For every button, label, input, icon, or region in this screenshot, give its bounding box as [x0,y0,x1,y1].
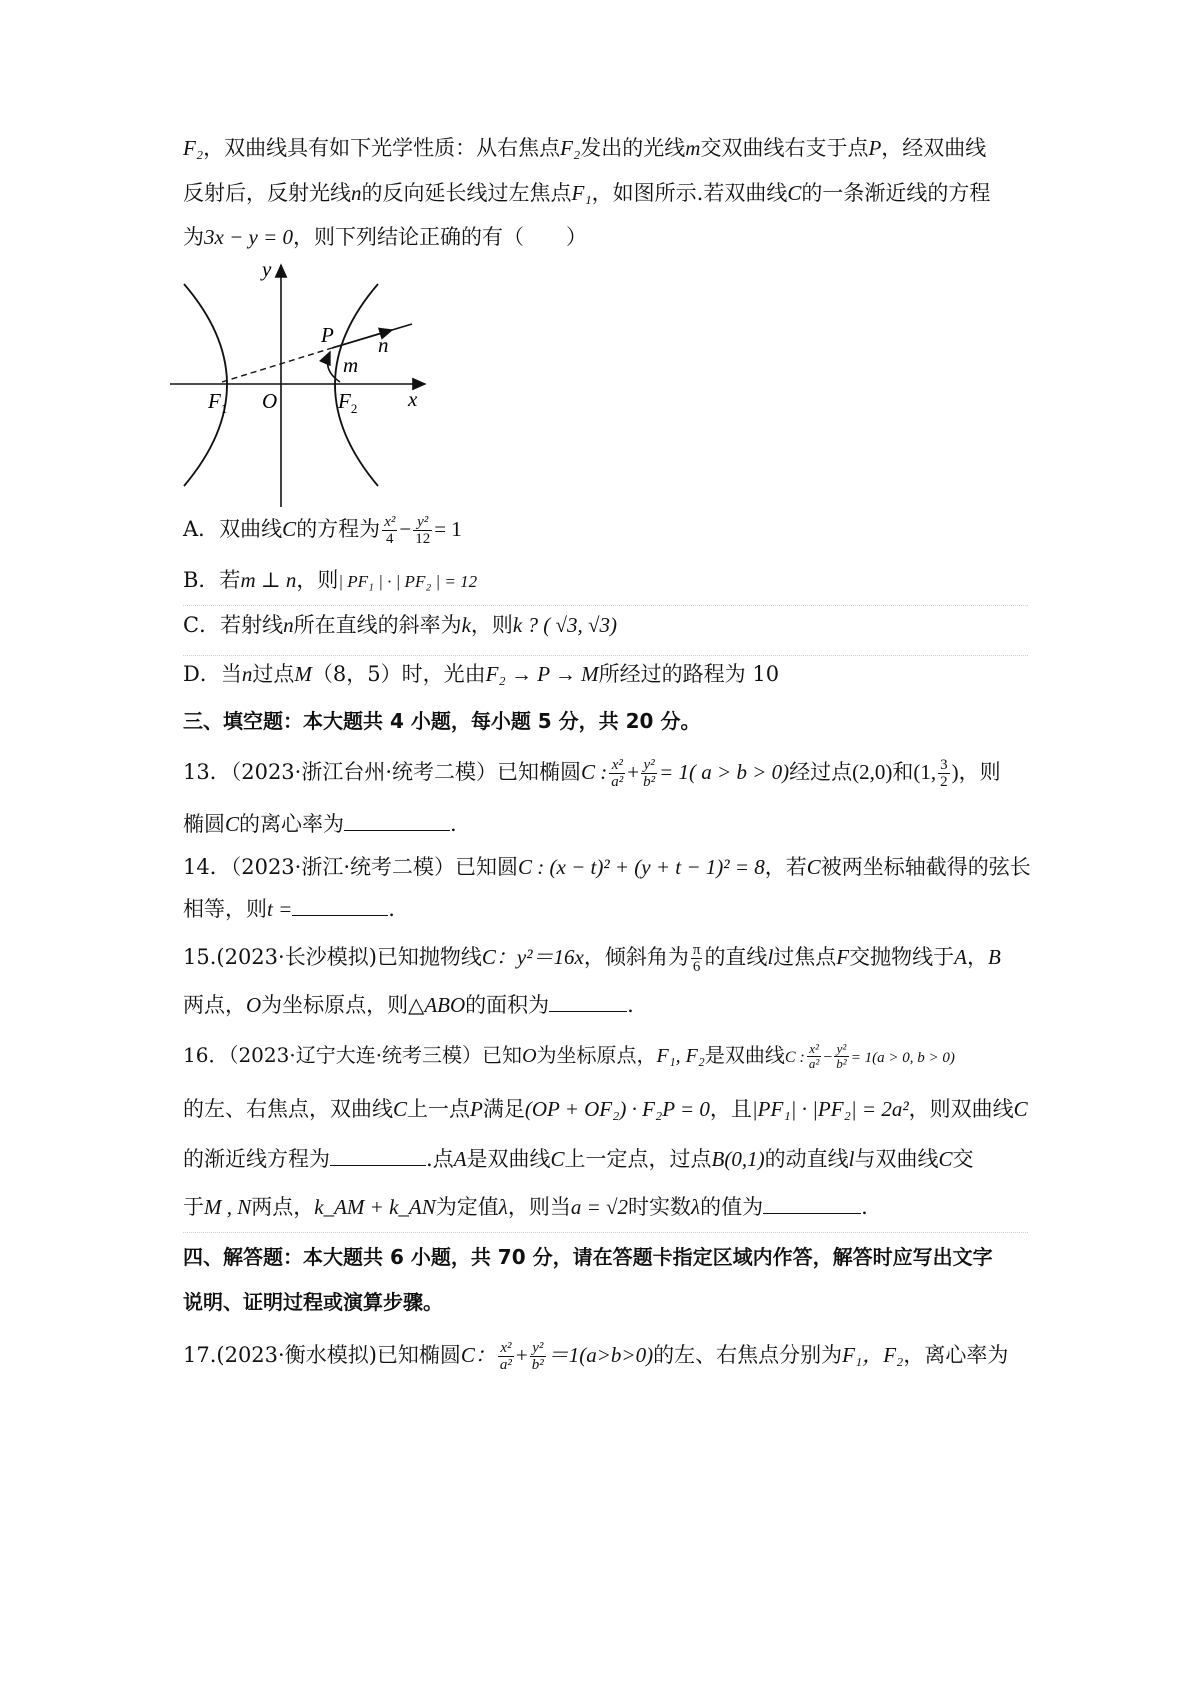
label-m: m [343,353,359,377]
section-4-heading-line-1: 四、解答题：本大题共 6 小题，共 70 分，请在答题卡指定区域内作答，解答时应写出文字 [183,1245,993,1269]
label-x: x [408,387,418,411]
question-17: 17.(2023·衡水模拟)已知椭圆C： $\frac{\text{x²}}{\text{a²}}$ + $\frac{\text{y²}}{\text{b²}}$ ＝1(a>b>0)的左、右焦点分别为F₁，F₂，离心率为 [183,1340,1009,1373]
label-p: P [321,323,334,347]
label-y: y [262,262,272,281]
answer-blank-14[interactable] [292,895,388,916]
answer-blank-16b[interactable] [763,1193,861,1214]
intro-line-2: 反射后，反射光线n的反向延长线过左焦点F₁，如图所示.若双曲线C的一条渐近线的方程 [183,181,991,205]
label-origin: O [262,389,278,413]
dotted-separator [183,605,1028,606]
question-16-line-4: 于M , N两点，k_AM + k_AN为定值λ，则当a = √2时实数λ的值为 . [183,1195,868,1219]
hyperbola-figure [170,262,440,512]
reflected-ray-extension [222,348,332,382]
hyperbola-left-branch [184,284,227,486]
question-16: 16．（2023·辽宁大连·统考三模）已知O为坐标原点，F₁, F₂是双曲线C : $\frac{\text{x²}}{\text{a²}}$ − $\frac{\text{y²}}{\text{b²}}$ = 1(a > 0, b > 0) [183,1041,955,1071]
question-14: 14．（2023·浙江·统考二模）已知圆C : (x − t)² + (y + t − 1)² = 8，若C被两坐标轴截得的弦长 [183,855,1031,879]
label-f1: $F_1$ [208,389,228,416]
question-16-line-2: 的左、右焦点，双曲线C上一点P满足(OP + OF₂) · F₂P = 0，且|PF₁| · |PF₂| = 2a²，则双曲线C [183,1097,1028,1121]
option-a: A．双曲线C的方程为 $\frac{\text{x²}}{4}$ − $\frac{\text{y²}}{12}$ = 1 [183,514,462,547]
dotted-separator [183,1232,1028,1233]
answer-blank-13[interactable] [344,810,450,831]
question-15: 15.(2023·长沙模拟)已知抛物线C：y²＝16x，倾斜角为 $\frac{\pi}{6}$ 的直线l过焦点F交抛物线于A，B [183,942,1001,975]
answer-blank-15[interactable] [549,991,627,1012]
asymptote-equation: 3x − y = 0 [204,225,293,249]
dotted-separator [183,655,1028,656]
question-14-line-2: 相等，则t = . [183,897,395,921]
section-3-heading: 三、填空题：本大题共 4 小题，每小题 5 分，共 20 分。 [183,709,701,733]
label-n: n [378,333,389,357]
intro-line-1: F₂，双曲线具有如下光学性质：从右焦点F₂发出的光线m交双曲线右支于点P，经双曲线 [183,136,987,160]
question-15-line-2: 两点，O为坐标原点，则△ABO的面积为 . [183,993,634,1017]
option-c: C．若射线n所在直线的斜率为k，则k ? ( √3, √3) [183,613,618,637]
hyperbola-right-branch [335,284,378,486]
label-f2: $F_2$ [338,389,358,416]
section-4-heading-line-2: 说明、证明过程或演算步骤。 [183,1290,443,1314]
question-16-line-3: 的渐近线方程为 .点A是双曲线C上一定点，过点B(0,1)的动直线l与双曲线C交 [183,1147,974,1171]
answer-blank-16a[interactable] [330,1145,426,1166]
question-13: 13．（2023·浙江台州·统考二模）已知椭圆C : $\frac{\text{x²}}{\text{a²}}$ + $\frac{\text{y²}}{\text{b²}}$ = 1( a > b > 0)经过点(2,0)和(1, $\frac{3}{2}$ )，则 [183,757,1001,790]
option-b: B．若m ⊥ n，则| PF₁ | · | PF₂ | = 12 [183,568,478,592]
option-d: D．当n过点M（8，5）时，光由F₂ → P → M所经过的路程为 10 [183,662,780,686]
intro-line-3: 为3x − y = 0，则下列结论正确的有（ ） [183,225,587,249]
question-13-line-2: 椭圆C的离心率为 . [183,812,457,836]
